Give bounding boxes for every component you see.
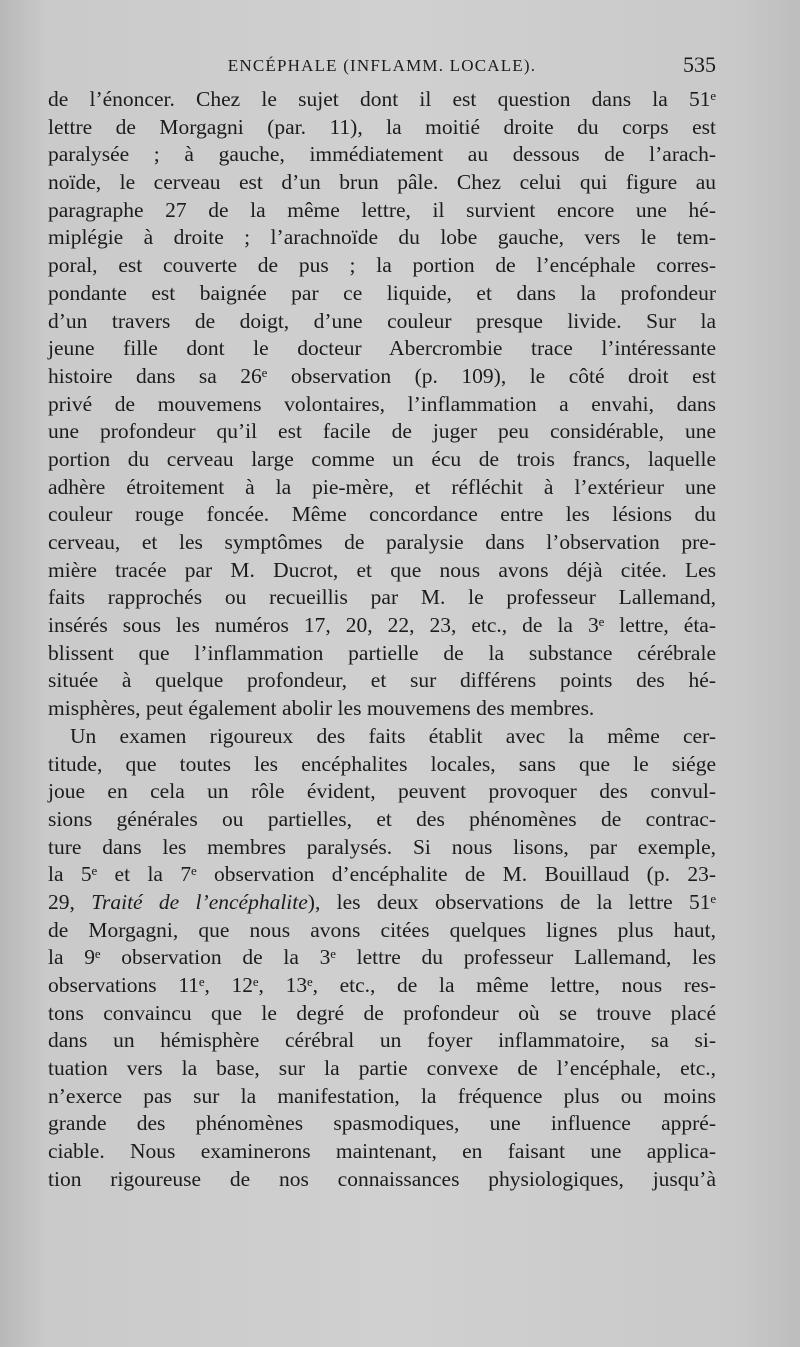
text-line: privé de mouvemens volontaires, l’inflammation a envahi, dans — [48, 391, 716, 416]
text-line: observations 11ᵉ, 12ᵉ, 13ᵉ, etc., de la même lettre, nous res- — [48, 973, 716, 997]
text-line: Un examen rigoureux des faits établit avec la même cer- — [70, 723, 716, 748]
text-line: la 9ᵉ observation de la 3ᵉ lettre du professeur Lallemand, les — [48, 945, 716, 970]
text-line: poral, est couverte de pus ; la portion de l’encéphale corres- — [48, 253, 716, 278]
text-line: grande des phénomènes spasmodiques, une influence appré- — [48, 1111, 716, 1136]
text-line: la 5ᵉ et la 7ᵉ observation d’encéphalite de M. Bouillaud (p. 23- — [48, 862, 716, 887]
text-line: d’un travers de doigt, d’une couleur presque livide. Sur la — [48, 308, 716, 333]
text-line: joue en cela un rôle évident, peuvent provoquer des convul- — [48, 779, 716, 804]
text-line: paralysée ; à gauche, immédiatement au dessous de l’arach- — [48, 142, 716, 167]
text-line: jeune fille dont le docteur Abercrombie trace l’intéressante — [48, 336, 716, 361]
text-line: pondante est baignée par ce liquide, et dans la profondeur — [48, 280, 716, 305]
text-line: lettre de Morgagni (par. 11), la moitié droite du corps est — [48, 114, 716, 139]
text-line: tuation vers la base, sur la partie convexe de l’encéphale, etc., — [48, 1056, 716, 1081]
text-line: faits rapprochés ou recueillis par M. le professeur Lallemand, — [48, 585, 716, 610]
text-line: tons convaincu que le degré de profondeur où se trouve placé — [48, 1000, 716, 1025]
text-line: située à quelque profondeur, et sur différens points des hé- — [48, 668, 716, 693]
text-line: insérés sous les numéros 17, 20, 22, 23, etc., de la 3ᵉ lettre, éta- — [48, 613, 716, 638]
page-header — [48, 52, 716, 82]
text-line: cerveau, et les symptômes de paralysie dans l’observation pre- — [48, 530, 716, 554]
text-line: tion rigoureuse de nos connaissances physiologiques, jusqu’à — [48, 1166, 716, 1191]
text-line: ture dans les membres paralysés. Si nous lisons, par exemple, — [48, 834, 716, 859]
body-text — [48, 86, 716, 1194]
text-line: titude, que toutes les encéphalites locales, sans que le siége — [48, 751, 716, 776]
text-line: paragraphe 27 de la même lettre, il survient encore une hé- — [48, 197, 716, 222]
text-line: dans un hémisphère cérébral un foyer inflammatoire, sa si- — [48, 1028, 716, 1053]
text-fragment: ), les deux observations de la lettre 51ᵉ — [307, 889, 717, 914]
text-line: portion du cerveau large comme un écu de trois francs, laquelle — [48, 446, 716, 471]
text-line: blissent que l’inflammation partielle de la substance cérébrale — [48, 640, 716, 665]
text-line: de l’énoncer. Chez le sujet dont il est question dans la 51ᵉ — [48, 87, 716, 111]
text-line: sions générales ou partielles, et des phénomènes de contrac- — [48, 806, 716, 831]
text-line: adhère étroitement à la pie-mère, et réfléchit à l’extérieur une — [48, 474, 716, 499]
text-line: histoire dans sa 26ᵉ observation (p. 109), le côté droit est — [48, 363, 716, 388]
text-line: noïde, le cerveau est d’un brun pâle. Chez celui qui figure au — [48, 170, 716, 195]
text-line: misphères, peut également abolir les mouvemens des membres. — [48, 696, 595, 721]
text-line-with-italic — [48, 889, 716, 917]
text-line: couleur rouge foncée. Même concordance entre les lésions du — [48, 502, 716, 527]
text-fragment: 29, — [48, 889, 92, 914]
running-head: ENCÉPHALE (INFLAMM. LOCALE). — [227, 56, 537, 75]
text-line: mière tracée par M. Ducrot, et que nous avons déjà citée. Les — [48, 557, 716, 582]
text-line: une profondeur qu’il est facile de juger peu considérable, une — [48, 419, 716, 444]
text-line: ciable. Nous examinerons maintenant, en faisant une applica- — [48, 1139, 716, 1164]
text-line: miplégie à droite ; l’arachnoïde du lobe gauche, vers le tem- — [48, 225, 716, 250]
text-line: de Morgagni, que nous avons citées quelques lignes plus haut, — [48, 917, 716, 942]
italic-title: Traité de l’encéphalite — [91, 889, 308, 914]
page-number: 535 — [683, 52, 716, 77]
text-line: n’exerce pas sur la manifestation, la fréquence plus ou moins — [48, 1083, 716, 1108]
